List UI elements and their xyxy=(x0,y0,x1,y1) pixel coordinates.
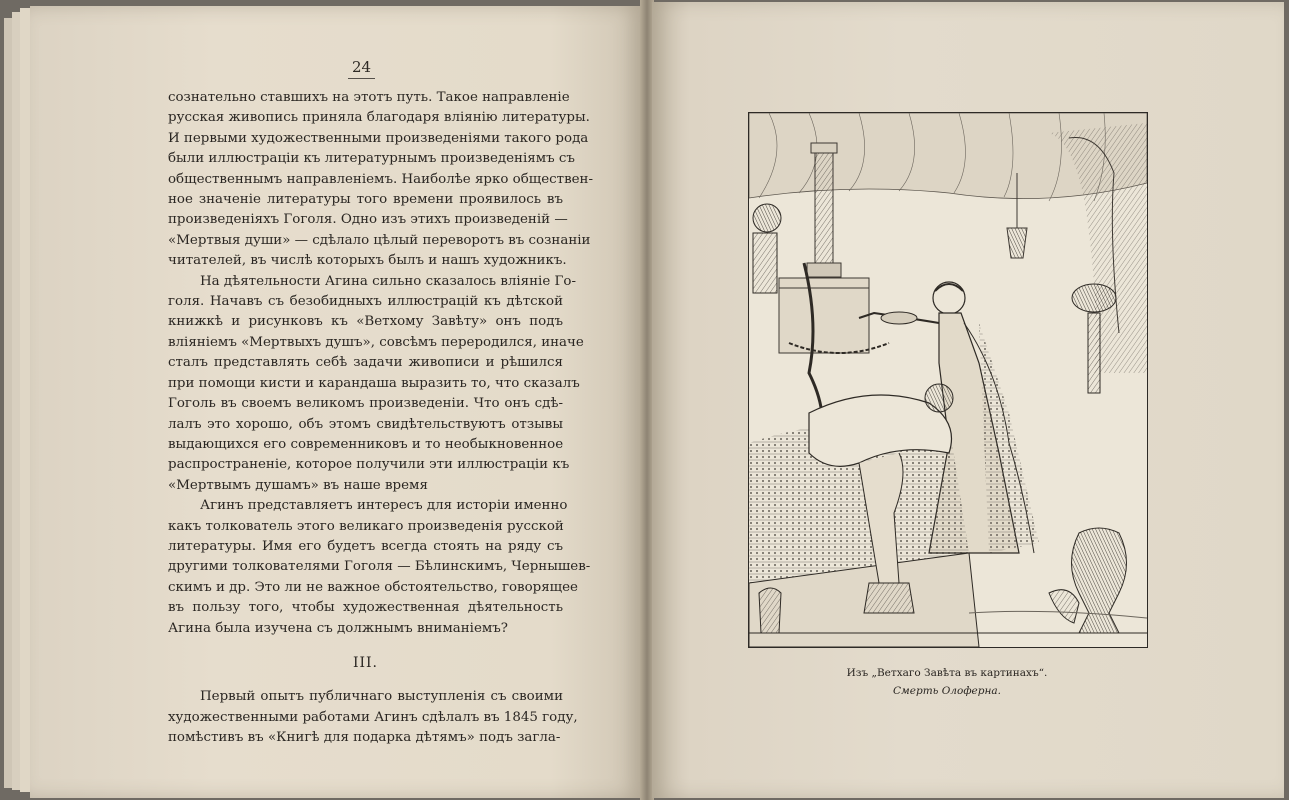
text-line: «Мертвымъ душамъ» въ наше время xyxy=(168,477,428,493)
text-line: выдающихся его современниковъ и то необыкновенное xyxy=(168,436,564,452)
text-line: Гоголь въ своемъ великомъ произведеніи. Что онъ сдѣ- xyxy=(168,396,563,412)
text-line: литературы. Имя его будетъ всегда стоять на ряду съ xyxy=(168,538,563,554)
text-line: лалъ это хорошо, объ этомъ свидѣтельствуютъ отзывы xyxy=(168,416,563,432)
text-line: Агина была изучена съ должнымъ вниманіемъ? xyxy=(168,620,508,636)
text-line: были иллюстраціи къ литературнымъ произведеніямъ съ xyxy=(168,151,575,167)
text-line: русская живопись приняла благодаря вліянію литературы. xyxy=(168,110,590,126)
text-line: въ пользу того, чтобы художественная дѣятельность xyxy=(168,600,563,616)
text-line: произведеніяхъ Гоголя. Одно изъ этихъ произведеній — xyxy=(168,212,568,228)
text-line: голя. Начавъ съ безобидныхъ иллюстрацій къ дѣтской xyxy=(168,294,563,310)
engraving-illustration xyxy=(748,112,1148,648)
text-line: сталъ представлять себѣ задачи живописи и рѣшился xyxy=(168,355,563,371)
page-number: 24 xyxy=(348,58,375,79)
text-line: помѣстивъ въ «Книгѣ для подарка дѣтямъ» подъ загла- xyxy=(168,730,561,746)
text-line: другими толкователями Гоголя — Бѣлинскимъ, Чернышев- xyxy=(168,559,591,575)
text-line: Первый опытъ публичнаго выступленія съ своими xyxy=(200,689,563,705)
caption-source: Изъ „Ветхаго Завѣта въ картинахъ“. xyxy=(846,667,1048,679)
text-line: вліяніемъ «Мертвыхъ душъ», совсѣмъ переродился, иначе xyxy=(168,334,584,350)
text-line: И первыми художественными произведеніями такого рода xyxy=(168,130,589,146)
text-line: На дѣятельности Агина сильно сказалось вліяніе Го- xyxy=(200,273,576,289)
left-page-text xyxy=(168,88,594,749)
text-line: скимъ и др. Это ли не важное обстоятельство, говорящее xyxy=(168,579,578,595)
text-line: «Мертвыя души» — сдѣлало цѣлый переворотъ въ сознаніи xyxy=(168,232,591,248)
caption-title: Смерть Олоферна. xyxy=(893,685,1001,697)
text-line: распространеніе, которое получили эти иллюстраціи къ xyxy=(168,457,570,473)
illustration-caption xyxy=(748,664,1146,700)
section-heading: III. xyxy=(352,654,379,671)
judith-holofernes-engraving xyxy=(749,113,1147,647)
text-line: какъ толкователь этого великаго произведенія русской xyxy=(168,518,564,534)
text-line: ное значеніе литературы того времени проявилось въ xyxy=(168,192,563,208)
text-line: читателей, въ числѣ которыхъ былъ и нашъ художникъ. xyxy=(168,253,567,269)
text-line: сознательно ставшихъ на этотъ путь. Такое направленіе xyxy=(168,90,570,105)
text-line: художественными работами Агинъ сдѣлалъ въ 1845 году, xyxy=(168,709,578,725)
text-line: книжкѣ и рисунковъ къ «Ветхому Завѣту» онъ подъ xyxy=(168,314,563,330)
text-line: при помощи кисти и карандаша выразить то, что сказалъ xyxy=(168,375,580,391)
text-line: общественнымъ направленіемъ. Наиболѣе ярко обществен- xyxy=(168,171,594,187)
text-line: Агинъ представляетъ интересъ для исторіи именно xyxy=(200,498,568,514)
